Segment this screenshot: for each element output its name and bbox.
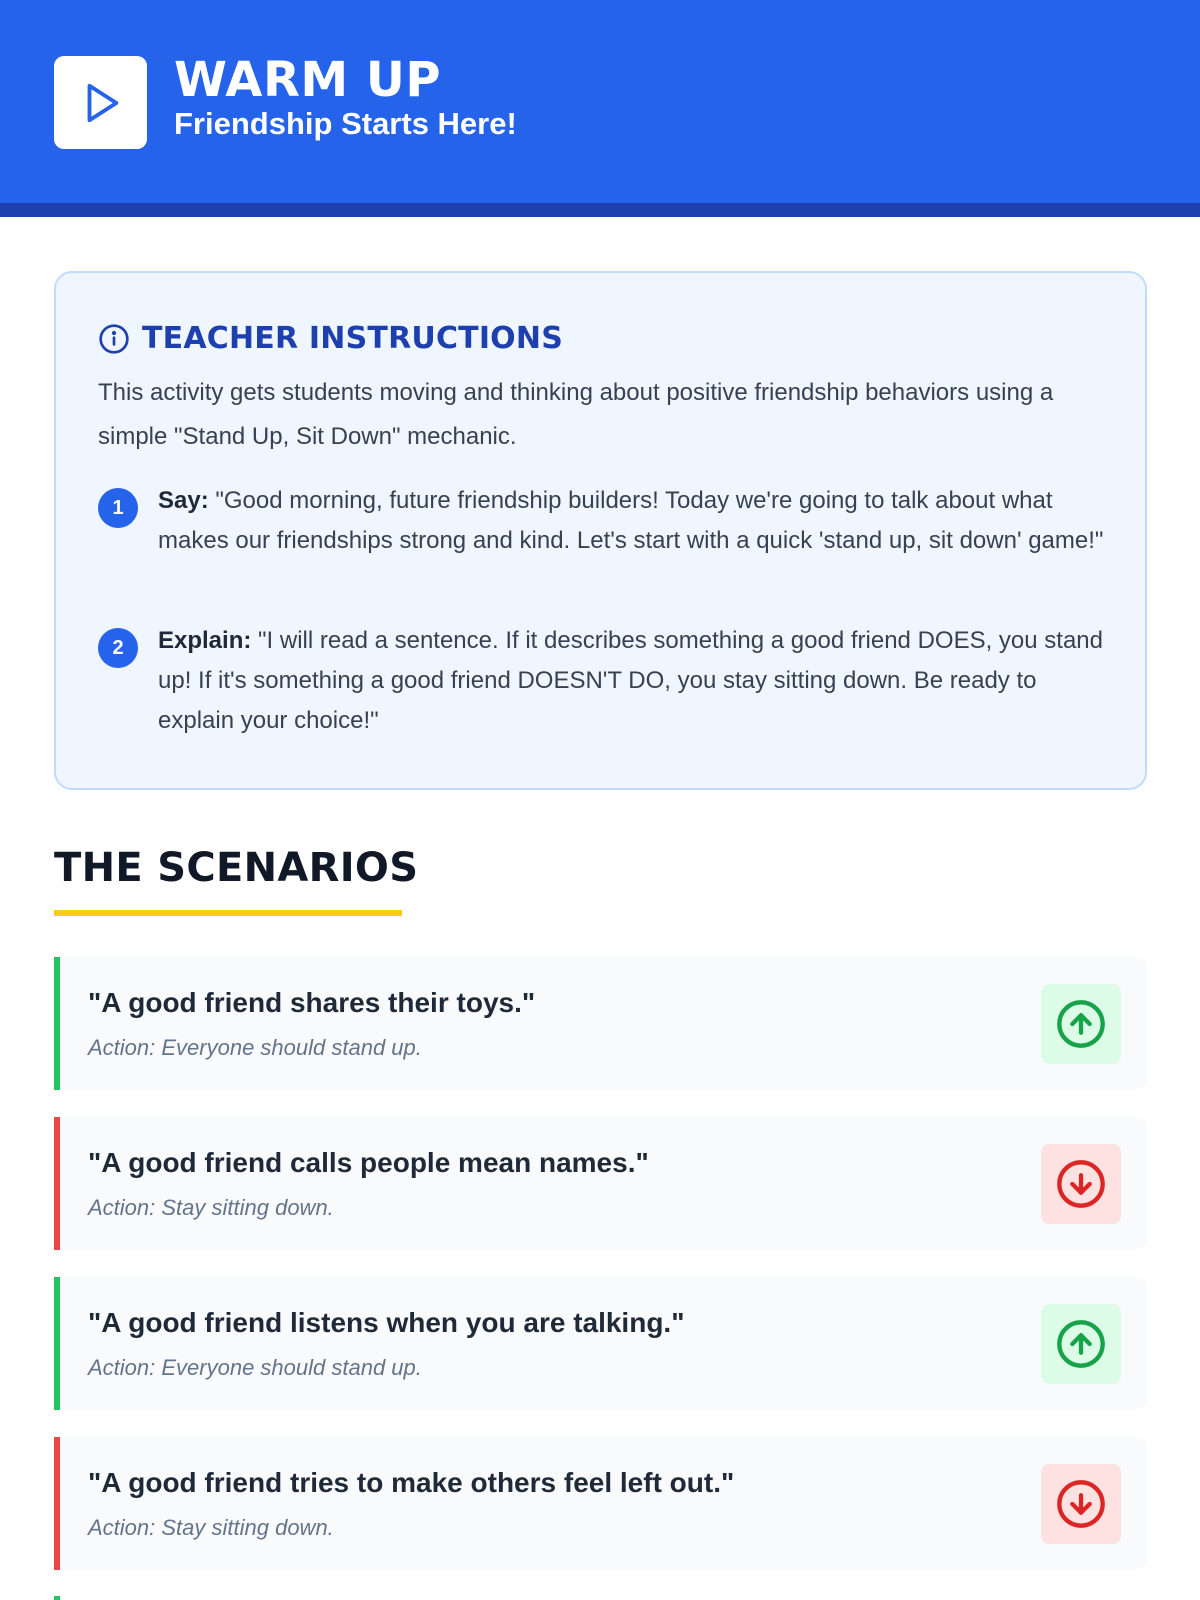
teacher-instructions-panel [54,271,1147,790]
instructions-intro: This activity gets students moving and thinking about positive friendship behaviors using a simple "Stand Up, Sit Down" mechanic. [98,379,1054,450]
sit-down-badge [1041,1464,1121,1544]
arrow-down-circle-icon [1055,1478,1107,1530]
step-number-badge: 1 [98,488,138,528]
scenario-card-partial [54,1596,60,1600]
scenario-action: Action: Stay sitting down. [88,1195,334,1220]
scenarios-title: THE SCENARIOS [54,845,419,891]
arrow-up-circle-icon [1055,998,1107,1050]
step-body: "I will read a sentence. If it describes something a good friend DOES, you stand up! If it's something a good friend DOESN'T DO, you stay sitting down. Be ready to explain your choice!" [158,627,1103,734]
info-icon [98,323,130,355]
stand-up-badge [1041,1304,1121,1384]
stand-up-badge [1041,984,1121,1064]
scenario-action: Action: Stay sitting down. [88,1515,334,1540]
scenario-quote: "A good friend shares their toys." [88,987,536,1018]
step-body: "Good morning, future friendship builders! Today we're going to talk about what makes our friendships strong and kind. Let's start with a quick 'stand up, sit down' game!" [158,487,1104,554]
scenario-quote: "A good friend tries to make others feel left out." [88,1467,735,1498]
step-number-badge: 2 [98,628,138,668]
arrow-down-circle-icon [1055,1158,1107,1210]
scenario-card[interactable] [54,1117,1147,1250]
scenario-card[interactable] [54,957,1147,1090]
instructions-heading-row [98,321,563,356]
scenario-card[interactable] [54,1437,1147,1570]
page-header [0,0,1200,217]
step-text [158,621,1108,741]
play-icon [78,80,124,126]
arrow-up-circle-icon [1055,1318,1107,1370]
sit-down-badge [1041,1144,1121,1224]
scenario-quote: "A good friend calls people mean names." [88,1147,649,1178]
step-label: Explain: [158,627,252,654]
page-subtitle: Friendship Starts Here! [174,106,517,141]
step-label: Say: [158,487,209,514]
play-button[interactable] [54,56,147,149]
scenario-action: Action: Everyone should stand up. [88,1035,422,1060]
scenario-quote: "A good friend listens when you are talking." [88,1307,685,1338]
instructions-heading: TEACHER INSTRUCTIONS [142,321,563,356]
scenario-card[interactable] [54,1277,1147,1410]
page-title: WARM UP [174,52,442,108]
scenario-action: Action: Everyone should stand up. [88,1355,422,1380]
step-text [158,481,1108,561]
title-underline [54,910,402,916]
